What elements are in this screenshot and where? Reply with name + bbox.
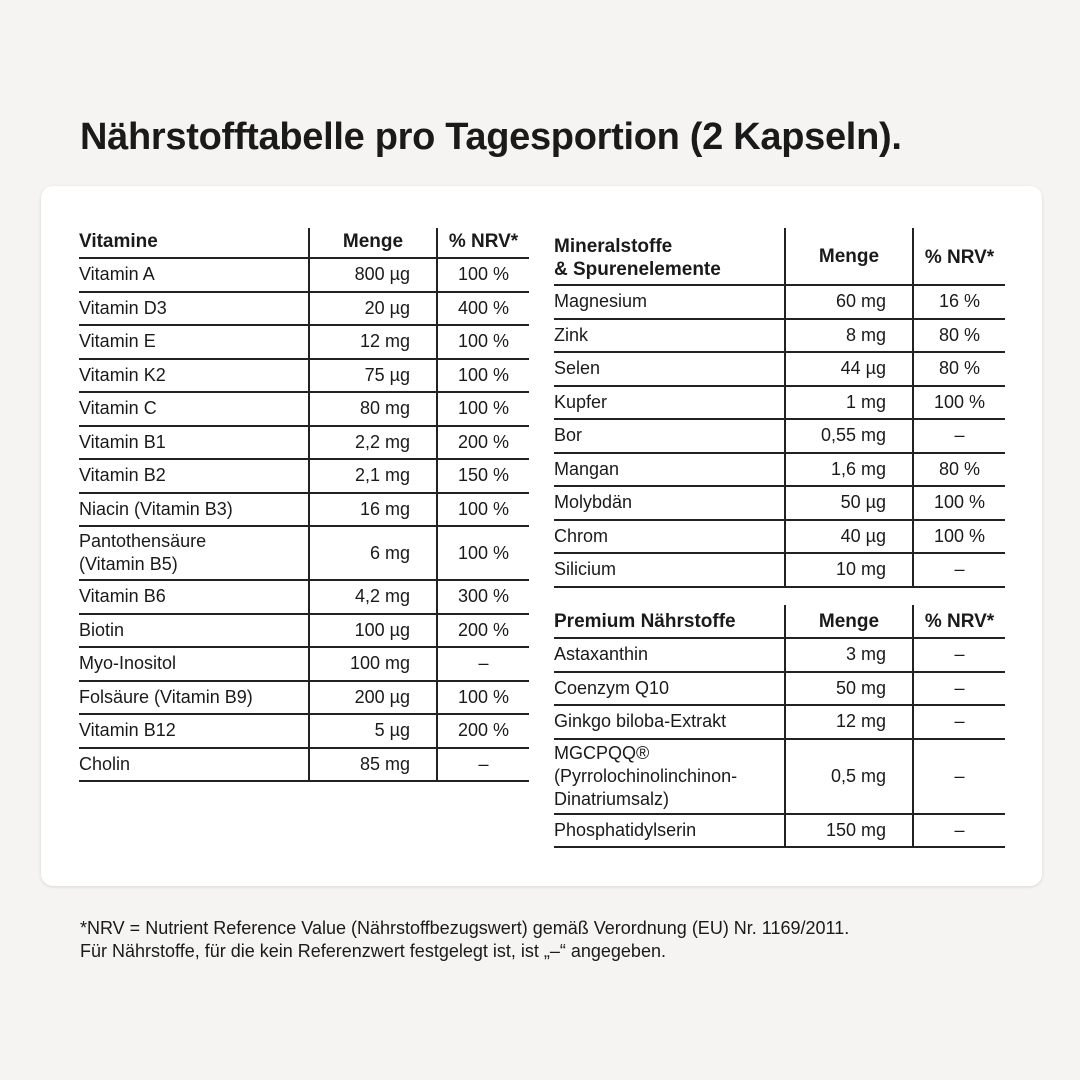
table-row: [554, 386, 1005, 420]
nutrient-name: Vitamin C: [79, 392, 309, 426]
table-row: [79, 325, 529, 359]
nutrient-amount: 200 µg: [309, 681, 437, 715]
column-header-nrv: % NRV*: [913, 228, 1005, 285]
nutrient-amount: 800 µg: [309, 258, 437, 292]
table-row: [554, 553, 1005, 587]
column-header-name: Premium Nährstoffe: [554, 605, 785, 638]
nutrient-nrv: 100 %: [913, 520, 1005, 554]
table-row: [79, 681, 529, 715]
nutrient-nrv: 80 %: [913, 319, 1005, 353]
nutrient-nrv: –: [913, 739, 1005, 814]
column-header-name: Mineralstoffe & Spurenelemente: [554, 228, 785, 285]
nutrient-amount: 0,55 mg: [785, 419, 913, 453]
table-header-row: [79, 228, 529, 258]
column-header-amount: Menge: [785, 228, 913, 285]
nutrient-amount: 12 mg: [309, 325, 437, 359]
nutrient-amount: 4,2 mg: [309, 580, 437, 614]
nutrient-name: Zink: [554, 319, 785, 353]
nutrient-nrv: 100 %: [437, 392, 529, 426]
nutrient-nrv: –: [913, 672, 1005, 706]
nutrient-nrv: 80 %: [913, 352, 1005, 386]
nutrient-amount: 16 mg: [309, 493, 437, 527]
table-row: [554, 453, 1005, 487]
nutrient-amount: 1,6 mg: [785, 453, 913, 487]
nutrient-name: Vitamin B12: [79, 714, 309, 748]
table-row: [79, 359, 529, 393]
table-row: [79, 714, 529, 748]
nutrient-name: Cholin: [79, 748, 309, 782]
table-row: [79, 526, 529, 580]
nutrient-amount: 50 µg: [785, 486, 913, 520]
nutrient-name: Bor: [554, 419, 785, 453]
footnote-line-1: *NRV = Nutrient Reference Value (Nährstoffbezugswert) gemäß Verordnung (EU) Nr. 1169/2011.: [80, 918, 850, 938]
table-header-row: [554, 605, 1005, 638]
nutrient-amount: 50 mg: [785, 672, 913, 706]
nutrient-nrv: 100 %: [437, 681, 529, 715]
nutrient-amount: 0,5 mg: [785, 739, 913, 814]
table-row: [554, 672, 1005, 706]
nutrient-nrv: 100 %: [913, 386, 1005, 420]
nutrient-name: Silicium: [554, 553, 785, 587]
table-row: [79, 647, 529, 681]
nutrient-nrv: 300 %: [437, 580, 529, 614]
nutrient-amount: 2,2 mg: [309, 426, 437, 460]
nutrient-name: MGCPQQ® (Pyrrolochinolinchinon- Dinatriumsalz): [554, 739, 785, 814]
nutrient-name: Mangan: [554, 453, 785, 487]
table-row: [79, 614, 529, 648]
nutrient-nrv: 200 %: [437, 614, 529, 648]
nutrient-nrv: –: [913, 419, 1005, 453]
nutrient-amount: 3 mg: [785, 638, 913, 672]
nutrient-name: Vitamin B2: [79, 459, 309, 493]
footnote: [80, 917, 849, 963]
page-title: Nährstofftabelle pro Tagesportion (2 Kapseln).: [80, 116, 902, 158]
nutrient-nrv: 100 %: [437, 493, 529, 527]
nutrient-name: Coenzym Q10: [554, 672, 785, 706]
vitamins-table: [79, 228, 529, 782]
premium-nutrients-table: [554, 605, 1005, 848]
nutrient-name: Folsäure (Vitamin B9): [79, 681, 309, 715]
nutrient-nrv: –: [437, 647, 529, 681]
nutrient-name: Vitamin D3: [79, 292, 309, 326]
nutrient-amount: 75 µg: [309, 359, 437, 393]
nutrient-nrv: 100 %: [437, 359, 529, 393]
nutrient-name: Selen: [554, 352, 785, 386]
nutrient-name: Vitamin E: [79, 325, 309, 359]
nutrient-amount: 5 µg: [309, 714, 437, 748]
nutrient-name: Chrom: [554, 520, 785, 554]
nutrient-nrv: 100 %: [437, 526, 529, 580]
nutrient-nrv: 100 %: [437, 258, 529, 292]
table-row: [79, 459, 529, 493]
nutrient-name: Vitamin A: [79, 258, 309, 292]
nutrient-name: Astaxanthin: [554, 638, 785, 672]
table-row: [79, 493, 529, 527]
nutrient-name: Phosphatidylserin: [554, 814, 785, 848]
table-row: [554, 705, 1005, 739]
nutrient-name: Niacin (Vitamin B3): [79, 493, 309, 527]
nutrient-nrv: –: [437, 748, 529, 782]
minerals-table: [554, 228, 1005, 588]
nutrient-nrv: 100 %: [913, 486, 1005, 520]
table-row: [554, 739, 1005, 814]
nutrient-name: Vitamin B6: [79, 580, 309, 614]
nutrient-amount: 100 mg: [309, 647, 437, 681]
table-row: [554, 814, 1005, 848]
table-row: [554, 419, 1005, 453]
nutrient-nrv: –: [913, 705, 1005, 739]
nutrient-amount: 85 mg: [309, 748, 437, 782]
nutrient-amount: 20 µg: [309, 292, 437, 326]
table-row: [554, 486, 1005, 520]
nutrient-amount: 6 mg: [309, 526, 437, 580]
nutrient-amount: 40 µg: [785, 520, 913, 554]
table-row: [554, 520, 1005, 554]
table-row: [554, 319, 1005, 353]
nutrient-name: Vitamin B1: [79, 426, 309, 460]
column-header-name: Vitamine: [79, 228, 309, 258]
nutrient-amount: 44 µg: [785, 352, 913, 386]
table-header-row: [554, 228, 1005, 285]
nutrient-nrv: –: [913, 814, 1005, 848]
nutrient-amount: 100 µg: [309, 614, 437, 648]
table-row: [554, 638, 1005, 672]
nutrient-amount: 150 mg: [785, 814, 913, 848]
column-header-nrv: % NRV*: [913, 605, 1005, 638]
nutrient-nrv: 200 %: [437, 714, 529, 748]
table-row: [79, 580, 529, 614]
column-header-nrv: % NRV*: [437, 228, 529, 258]
nutrient-nrv: 400 %: [437, 292, 529, 326]
table-row: [79, 392, 529, 426]
nutrient-name: Myo-Inositol: [79, 647, 309, 681]
table-row: [79, 258, 529, 292]
nutrient-nrv: 150 %: [437, 459, 529, 493]
nutrient-amount: 80 mg: [309, 392, 437, 426]
nutrient-nrv: 100 %: [437, 325, 529, 359]
nutrient-nrv: 200 %: [437, 426, 529, 460]
nutrient-amount: 1 mg: [785, 386, 913, 420]
nutrient-name: Biotin: [79, 614, 309, 648]
nutrient-amount: 10 mg: [785, 553, 913, 587]
nutrient-amount: 12 mg: [785, 705, 913, 739]
table-row: [554, 352, 1005, 386]
nutrient-amount: 2,1 mg: [309, 459, 437, 493]
nutrient-name: Vitamin K2: [79, 359, 309, 393]
table-row: [79, 426, 529, 460]
nutrient-name: Molybdän: [554, 486, 785, 520]
table-row: [554, 285, 1005, 319]
nutrient-name: Pantothensäure (Vitamin B5): [79, 526, 309, 580]
table-row: [79, 292, 529, 326]
footnote-line-2: Für Nährstoffe, für die kein Referenzwert festgelegt ist, ist „–“ angegeben.: [80, 941, 666, 961]
table-row: [79, 748, 529, 782]
nutrient-name: Ginkgo biloba-Extrakt: [554, 705, 785, 739]
nutrient-nrv: –: [913, 638, 1005, 672]
column-header-amount: Menge: [309, 228, 437, 258]
nutrient-card: [41, 186, 1042, 886]
nutrient-name: Kupfer: [554, 386, 785, 420]
nutrient-nrv: 16 %: [913, 285, 1005, 319]
column-header-amount: Menge: [785, 605, 913, 638]
nutrient-nrv: 80 %: [913, 453, 1005, 487]
nutrient-amount: 8 mg: [785, 319, 913, 353]
nutrient-name: Magnesium: [554, 285, 785, 319]
nutrient-amount: 60 mg: [785, 285, 913, 319]
nutrient-nrv: –: [913, 553, 1005, 587]
